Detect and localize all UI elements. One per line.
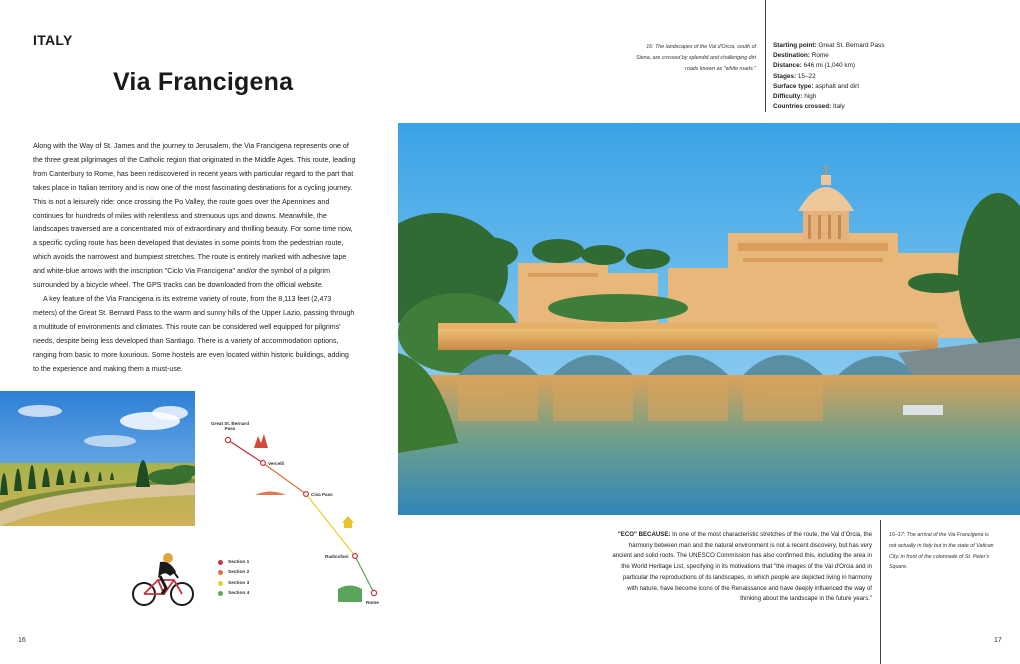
stop-rome <box>371 590 376 595</box>
divider-line <box>880 520 881 664</box>
mountain-icon <box>254 434 268 448</box>
divider-line <box>765 0 766 112</box>
eco-lead: "ECO" BECAUSE: <box>617 531 671 538</box>
hills-icon <box>255 492 286 496</box>
stop-label-rome: Rome <box>366 600 379 605</box>
eco-body: In one of the most characteristic stretches of the route, the Val d'Orcia, the harmony between man and the natural environment is not a recent discovery, but has very ancient and solid roots. The UNESCO Commission has also confirmed this, including the area in the World Heritage List, specifying in its motivations that "the images of the Val d'Orcia and in particular the reproductions of its landscapes, in which people are depicted living in harmony with nature, have become icons of the Renaissance and have deeply influenced the way of thinking about the landscape in the future years." <box>612 531 872 603</box>
tower-icon <box>342 516 354 528</box>
stop-radicofani <box>353 554 358 559</box>
legend-item-section-3: Section 3 <box>218 578 249 589</box>
route-section-2 <box>263 463 306 494</box>
stop-label-great-st-bernard: Great St. Bernard Pass <box>210 421 250 431</box>
photo-caption-16: 16: The landscapes of the Val d'Orcia, south of Siena, are crossed by splendid and challenging dirt roads known as "white roads." <box>636 44 756 72</box>
info-starting-point: Starting point: Great St. Bernard Pass <box>773 42 885 49</box>
page-title: Via Francigena <box>113 68 294 96</box>
legend-item-section-1: Section 1 <box>218 557 249 568</box>
page-number-right: 17 <box>994 637 1002 644</box>
info-difficulty: Difficulty: high <box>773 93 817 101</box>
country-label: ITALY <box>33 32 73 48</box>
legend-dot <box>218 570 223 575</box>
rome-st-peters-photo <box>398 123 1020 515</box>
stop-label-cisa-pass: Cisa Pass <box>311 492 333 497</box>
eco-because-text <box>612 530 872 605</box>
info-stages: Stages: 15–22 <box>773 72 816 80</box>
info-countries: Countries crossed: Italy <box>773 103 845 111</box>
colosseum-icon <box>338 586 362 603</box>
legend-item-section-2: Section 2 <box>218 568 249 579</box>
route-legend <box>218 557 249 599</box>
photo-caption-17: 16–17: The arrival of the Via Francigena is not actually in Italy but in the state of Vatican City, in front of the colonnade of St. Peter's Square. <box>889 532 994 571</box>
stop-label-vercelli: Vercelli <box>268 461 285 466</box>
stop-great-st-bernard <box>225 437 230 442</box>
stop-label-radicofani: Radicofani <box>325 554 349 559</box>
route-info-box <box>773 41 923 112</box>
rome-st-peters-illustration <box>398 123 1020 515</box>
info-surface: Surface type: asphalt and dirt <box>773 82 859 90</box>
legend-dot <box>218 581 223 586</box>
legend-item-section-4: Section 4 <box>218 589 249 600</box>
stop-cisa-pass <box>304 492 309 497</box>
info-distance: Distance: 646 mi (1,040 km) <box>773 62 856 70</box>
info-destination: Destination: Rome <box>773 52 829 60</box>
val-dorcia-photo <box>0 391 195 526</box>
body-paragraph-1: Along with the Way of St. James and the journey to Jerusalem, the Via Francigena represents one of the three great pilgrimages of the Catholic region that originated in the Middle Ages. This route, leading from Canterbury to Rome, has been rediscovered in recent years with particular regard to the part that takes place in Italian territory and is now one of the most fascinating destinations for a cycling journey. This is not a leisurely ride: once crossing the Po Valley, the route goes over the Apennines and continues for hundreds of miles with relentless and strenuous ups and downs. Meanwhile, the landscapes traversed are a concentrated mix of extraordinary and thrilling beauty. For some time now, a specific cycling route has been developed that deviates in some points from the pedestrian route, which avoids the narrowest and bumpiest stretches. The route is entirely marked with adhesive tape and white-blue arrows with the inscription "Ciclo Via Francigena" and/or the symbol of a pilgrim surrounded by a bicycle wheel. The GPS tracks can be downloaded from the official website. <box>33 142 356 290</box>
legend-dot <box>218 560 223 565</box>
body-text <box>33 140 356 376</box>
body-paragraph-2: A key feature of the Via Francigena is its extreme variety of route, from the 8,113 feet (2,473 meters) of the Great St. Bernard Pass to the warm and sunny hills of the Upper Lazio, passing through a multitude of environments and climates. This route can be considered well equipped for pilgrims' needs, despite being less developed than Santiago. There is a variety of accommodation options, ranging from basic to more luxurious. Some hostels are even located within historic buildings, adding to the experience and making them a must-use. <box>33 294 355 373</box>
legend-dot <box>218 591 223 596</box>
page-number-left: 16 <box>18 637 26 644</box>
stop-vercelli <box>261 461 266 466</box>
cyclist-icon <box>130 550 196 608</box>
val-dorcia-photo-illustration <box>0 391 195 526</box>
